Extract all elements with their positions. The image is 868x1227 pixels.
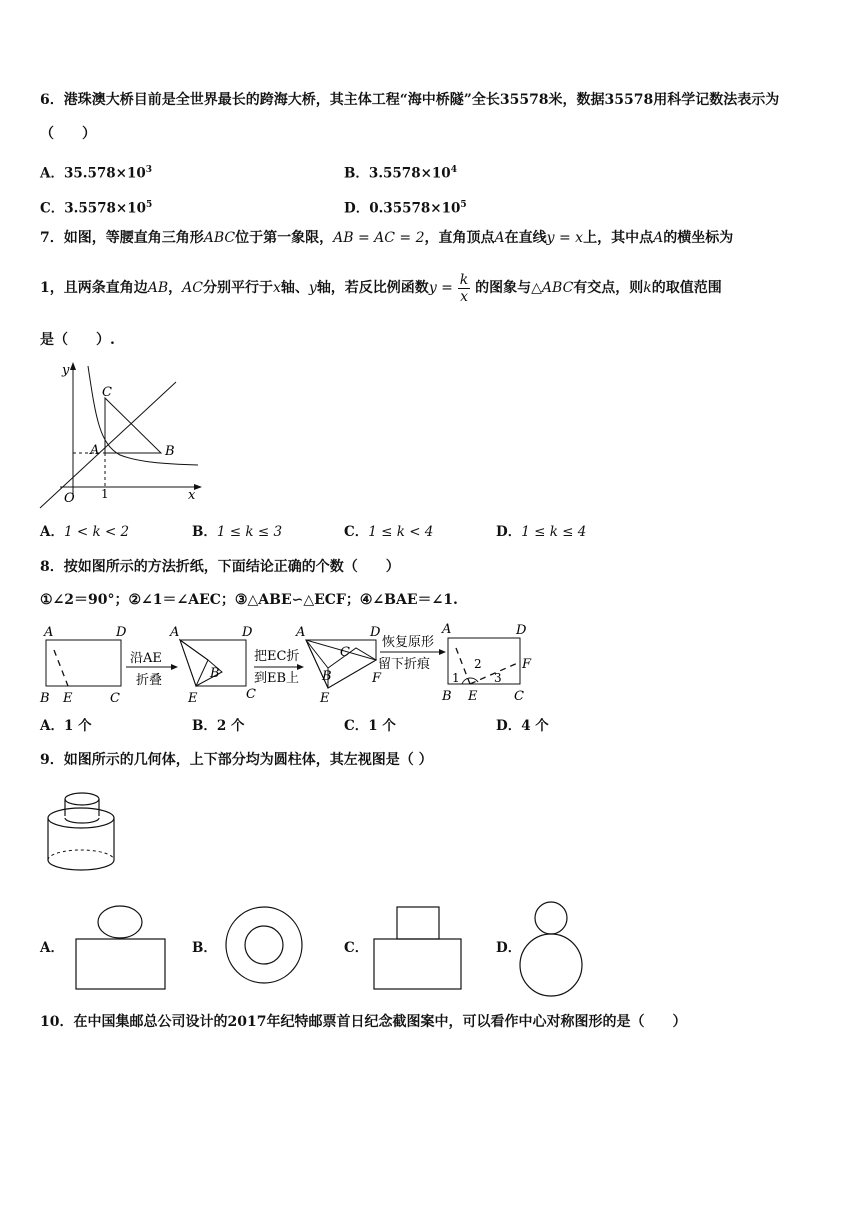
q9-option-d-figure	[518, 900, 584, 998]
label-A: A	[90, 443, 100, 458]
q7-option-b: B．1 ≤ k ≤ 3	[192, 524, 283, 540]
fig3-A: A	[296, 625, 306, 640]
label-y: y	[62, 363, 70, 378]
q8-option-c: C．1 个	[344, 718, 396, 734]
label-O: O	[64, 491, 75, 506]
fig2-B: B	[210, 666, 220, 681]
q7-coordinate-figure	[38, 360, 208, 508]
q6-line2: （ ）	[40, 126, 96, 142]
q9-option-c-figure	[372, 905, 464, 991]
q7-option-c: C．1 ≤ k < 4	[344, 524, 434, 540]
q9-option-a-label: A．	[40, 940, 64, 956]
fig2-D: D	[242, 625, 253, 640]
q6-line1: 6．港珠澳大桥目前是全世界最长的跨海大桥，其主体工程“海中桥隧”全长35578米，数据35578用科学记数法表示为	[40, 92, 780, 108]
fig1-A: A	[44, 625, 54, 640]
q8-option-a: A．1 个	[40, 718, 92, 734]
fig4-angle-3: 3	[494, 671, 502, 685]
fig4-angle-1: 1	[452, 671, 460, 685]
fig4-B: B	[442, 689, 452, 704]
fig4-E: E	[468, 689, 478, 704]
q8-line1: 8．按如图所示的方法折纸，下面结论正确的个数（ ）	[40, 559, 400, 575]
fig1-B: B	[40, 691, 50, 706]
fig1-C: C	[110, 691, 120, 706]
fig1-E: E	[63, 691, 73, 706]
fig4-A: A	[442, 622, 452, 637]
step2-label-b: 到EB上	[254, 671, 300, 686]
fraction-k-over-x: $\frac{k}{x}$	[459, 271, 469, 305]
q9-option-b-label: B．	[192, 940, 217, 956]
q10-line1: 10．在中国集邮总公司设计的2017年纪特邮票首日纪念截图案中，可以看作中心对称图形的是（ ）	[40, 1014, 687, 1030]
fig2-A: A	[170, 625, 180, 640]
q9-option-a-figure	[74, 905, 169, 991]
fig3-B: B	[322, 669, 332, 684]
step2-label-a: 把EC折	[254, 649, 300, 664]
label-1: 1	[101, 487, 109, 501]
fig4-angle-2: 2	[474, 657, 482, 671]
fig4-F: F	[522, 657, 532, 672]
q8-line2: ①∠2＝90°；②∠1＝∠AEC；③△ABE∽△ECF；④∠BAE＝∠1.	[40, 592, 458, 608]
q8-option-b: B．2 个	[192, 718, 245, 734]
q7-option-a: A．1 < k < 2	[40, 524, 130, 540]
fig2-E: E	[188, 691, 198, 706]
q9-option-d-label: D．	[496, 940, 522, 956]
fig3-C: C	[340, 645, 350, 660]
q7-line3: 是（ ）.	[40, 332, 115, 348]
q7-line2: 1，且两条直角边AB，AC分别平行于x轴、y轴，若反比例函数y = $\frac{k}{x}$ 的图象与△ABC有交点，则k的取值范围	[40, 271, 722, 305]
fig1-D: D	[116, 625, 127, 640]
step3-label-b: 留下折痕	[378, 657, 431, 672]
step1-label-b: 折叠	[136, 673, 163, 688]
q7-line1: 7．如图，等腰直角三角形ABC位于第一象限，AB = AC = 2，直角顶点A在直线y = x上，其中点A的横坐标为	[40, 230, 734, 246]
fig3-F: F	[372, 671, 382, 686]
q6-option-b: B．$3.5578\times 10^4$	[344, 165, 457, 182]
fig3-D: D	[370, 625, 381, 640]
q7-option-d: D．1 ≤ k ≤ 4	[496, 524, 587, 540]
label-C: C	[102, 385, 112, 400]
q6-option-d: D．$0.35578\times 10^5$	[344, 200, 467, 217]
fig3-E: E	[320, 691, 330, 706]
q8-paper-folding-figure	[38, 620, 538, 710]
label-B: B	[165, 444, 175, 459]
fig2-C: C	[246, 687, 256, 702]
q8-option-d: D．4 个	[496, 718, 549, 734]
step1-label-a: 沿AE	[130, 651, 162, 666]
step3-label-a: 恢复原形	[382, 635, 435, 650]
q9-cylinder-figure	[44, 788, 124, 872]
q6-option-a: A．$35.578\times 10^3$	[40, 165, 153, 182]
fig4-D: D	[516, 623, 527, 638]
label-x: x	[188, 488, 196, 503]
q6-option-c: C．$3.5578\times 10^5$	[40, 200, 153, 217]
q9-option-c-label: C．	[344, 940, 369, 956]
fig4-C: C	[514, 689, 524, 704]
q9-option-b-figure	[224, 905, 304, 985]
q9-line1: 9．如图所示的几何体，上下部分均为圆柱体，其左视图是（ ）	[40, 752, 433, 768]
